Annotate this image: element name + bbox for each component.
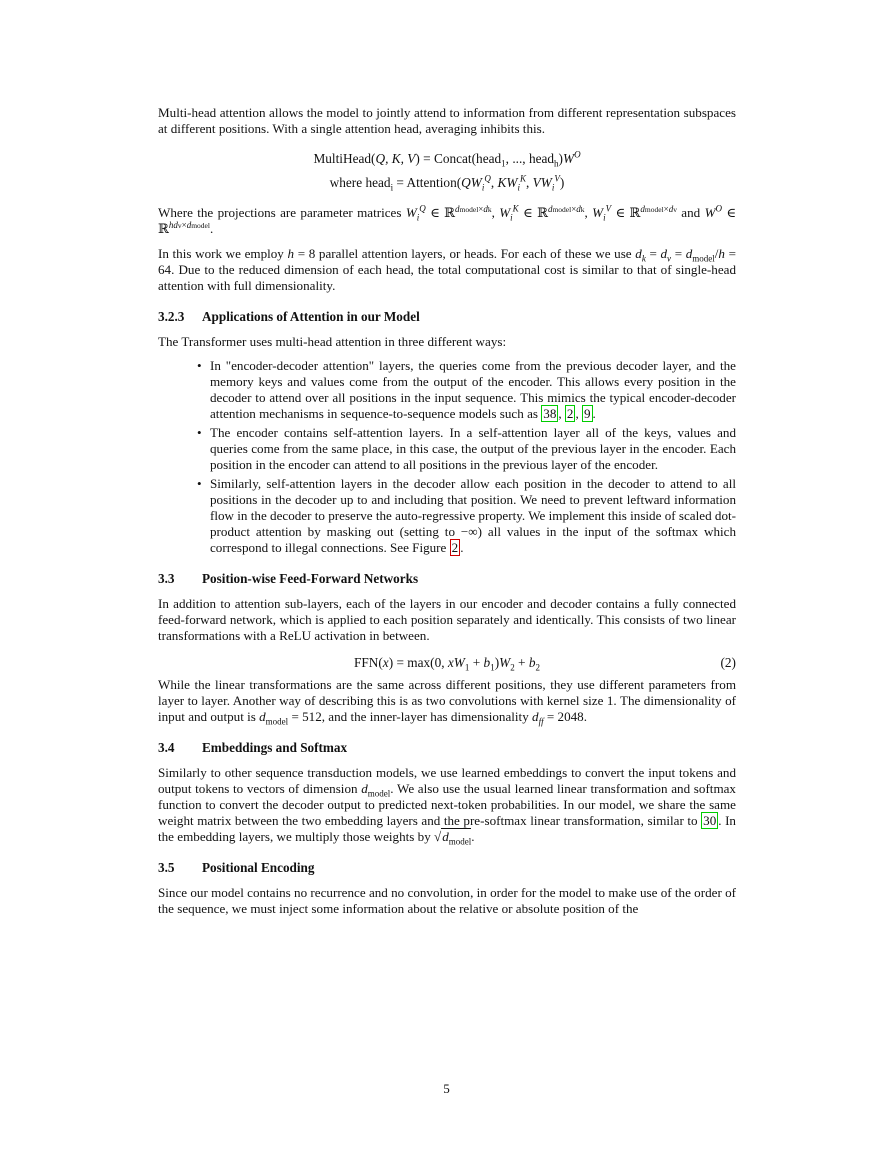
list-item: • In "encoder-decoder attention" layers, the queries come from the previous decoder layer, and the memory keys and values come from the output of the encoder. This allows every position in the decoder to attend over all positions in the input sequence. This mimics the typical encoder-decoder attention mechanisms in sequence-to-sequence models such as 38 , 2 , 9 . — [197, 358, 736, 421]
equation-number: (2) — [720, 655, 736, 670]
paragraph-embeddings: Similarly to other sequence transduction models, we use learned embeddings to convert the input tokens and output tokens to vectors of dimension $d_{model}$. We also use the usual learned linear transformation and softmax function to convert the decoder output to predicted next-token probabilities. In our model, we share the same weight matrix between the two embedding layers and the pre-softmax linear transformation, similar to 30 . In the embedding layers, we multiply those weights by $√d_{model}$. — [158, 765, 736, 847]
figure-link[interactable]: 2 — [451, 540, 459, 555]
citation-link[interactable]: 9 — [584, 406, 591, 421]
list-item: • The encoder contains self-attention layers. In a self-attention layer all of the keys, values and queries come from the same place, in this case, the output of the previous layer in the encoder. Each position in the encoder can attend to all positions in the previous layer of the encoder. — [197, 425, 736, 472]
section-heading-3-2-3: 3.2.3 Applications of Attention in our Model — [158, 309, 420, 324]
equation-ffn — [158, 655, 736, 671]
paragraph-ffn-dims: While the linear transformations are the same across different positions, they use different parameters from layer to layer. Another way of describing this is as two convolutions with kernel size 1. The dimensionality of input and output is $d_{model} = 512$, and the inner-layer has dimensionality $d_{ff} = 2048$. — [158, 677, 736, 727]
paragraph-ffn: In addition to attention sub-layers, each of the layers in our encoder and decoder contains a fully connected feed-forward network, which is applied to each position separately and identically. This consists of two linear transformations with a ReLU activation in between. — [158, 596, 736, 643]
bullet-icon: • — [197, 476, 202, 491]
citation-link[interactable]: 38 — [543, 406, 557, 421]
page-number: 5 — [443, 1081, 450, 1096]
paper-body — [158, 105, 736, 917]
paragraph-heads: In this work we employ h = 8 parallel attention layers, or heads. For each of these we use $d_k = d_v = d_{model}/h = 64$. Due to the reduced dimension of each head, the total computational cost is similar to that of single-head attention with full dimensionality. — [158, 246, 736, 293]
citation-link[interactable]: 30 — [703, 813, 717, 828]
bullet-list-attention-uses — [158, 358, 736, 556]
equation-multihead — [158, 147, 736, 195]
section-heading-3-5: 3.5 Positional Encoding — [158, 860, 315, 875]
section-heading-3-3: 3.3 Position-wise Feed-Forward Networks — [158, 571, 419, 586]
bullet-icon: • — [197, 425, 202, 440]
paragraph-positional-encoding: Since our model contains no recurrence and no convolution, in order for the model to make use of the order of the sequence, we must inject some information about the relative or absolute position of the — [158, 885, 736, 916]
section-heading-3-4: 3.4 Embeddings and Softmax — [158, 740, 348, 755]
equation-multihead-line2: where head$_i$ = $Attention(QW_i^Q$, $KW_i^K$, $VW_i^V$) — [329, 173, 565, 193]
list-item: • Similarly, self-attention layers in the decoder allow each position in the decoder to attend to all positions in the decoder up to and including that position. We need to prevent leftward information flow in the decoder to preserve the auto-regressive property. We implement this inside of scaled dot-product attention by masking out (setting to −∞) all values in the input of the softmax which correspond to illegal connections. See Figure 2 . — [197, 476, 737, 555]
bullet-icon: • — [197, 358, 202, 373]
equation-ffn-body: FFN(x) = max(0, $xW_1 + b_1)W_2 + b_2$ — [353, 655, 541, 673]
paragraph-projections: Where the projections are parameter matrices $W_i^Q$ ∈ ℝ$^{dmodel\times dk}$, $W_i^K$ ∈ ℝ$^{dmodel\times dk}$, $W_i^V$ ∈ ℝ$^{dmodel\times dv}$ and $W^O$ ∈ ℝ$^{hdv\times dmodel}$. — [158, 203, 737, 236]
paragraph-uses: The Transformer uses multi-head attention in three different ways: — [158, 334, 507, 349]
paragraph-multihead-intro: Multi-head attention allows the model to jointly attend to information from different representation subspaces at different positions. With a single attention head, averaging inhibits this. — [158, 105, 736, 136]
citation-link[interactable]: 2 — [566, 406, 574, 421]
equation-multihead-line1: MultiHead(Q, K, V) = Concat(head$_1$, ..., $head_h)W^O$ — [313, 149, 581, 169]
